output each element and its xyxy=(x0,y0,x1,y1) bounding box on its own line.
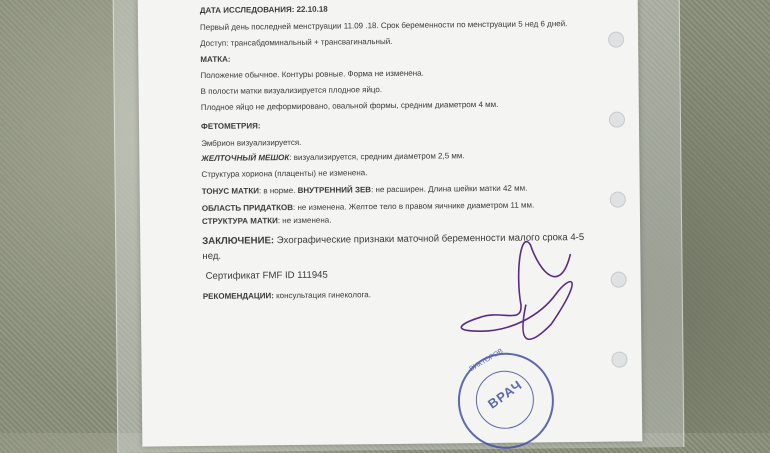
hole-icon xyxy=(610,192,626,208)
adnexa-line xyxy=(202,200,534,212)
stamp-word: ВРАЧ xyxy=(485,377,526,412)
recommend-line xyxy=(203,290,371,301)
embryo-line: Эмбрион визуализируется. xyxy=(201,137,302,148)
exam-date xyxy=(200,5,328,15)
hole-icon xyxy=(608,32,624,48)
chorion-line: Структура хориона (плаценты) не изменена. xyxy=(201,168,368,179)
recommend-text: консультация гинеколога. xyxy=(273,290,371,301)
uterus-cavity-line: В полости матки визуализируется плодное яйцо. xyxy=(200,85,383,96)
doctor-stamp xyxy=(457,347,554,449)
fetometry-title xyxy=(201,121,261,131)
uterus-structure-label: СТРУКТУРА МАТКИ xyxy=(201,216,278,226)
uterus-title-text: МАТКА: xyxy=(200,54,231,64)
yolk-label: ЖЕЛТОЧНЫЙ МЕШОК xyxy=(201,153,290,163)
conclusion-label: ЗАКЛЮЧЕНИЕ: xyxy=(202,235,275,247)
document-page xyxy=(138,0,643,447)
binder-holes xyxy=(608,0,635,442)
fetometry-title-text: ФЕТОМЕТРИЯ: xyxy=(200,121,261,131)
adnexa-label: ОБЛАСТЬ ПРИДАТКОВ xyxy=(201,203,294,213)
ovum-line: Плодное яйцо не деформировано, овальной формы, средним диаметром 4 мм. xyxy=(200,99,499,112)
yolk-text: : визуализируется, средним диаметром 2,5 мм. xyxy=(289,151,465,163)
exam-date-label: ДАТА ИССЛЕДОВАНИЯ: xyxy=(199,4,295,15)
menstruation-line: Первый день последней менструации 11.09 .18. Срок беременности по менструации 5 нед 6 дней. xyxy=(199,19,568,32)
os-text: : не расширен. Длина шейки матки 42 мм. xyxy=(371,183,528,195)
access-line: Доступ: трансабдоминальный + трансвагинальный. xyxy=(200,36,393,48)
certificate-line: Сертификат FMF ID 111945 xyxy=(205,269,328,282)
tone-label: ТОНУС МАТКИ xyxy=(201,186,259,196)
uterus-position-line: Положение обычное. Контуры ровные. Форма не изменена. xyxy=(200,68,424,80)
hole-icon xyxy=(609,112,625,128)
os-label: ВНУТРЕННИЙ ЗЕВ xyxy=(297,185,372,195)
adnexa-text: : не изменена. Желтое тело в правом яичнике диаметром 11 мм. xyxy=(292,200,535,213)
tone-line xyxy=(202,184,528,196)
uterus-structure-text: : не изменена. xyxy=(277,215,332,226)
recommend-label: РЕКОМЕНДАЦИИ: xyxy=(202,291,274,301)
signature-icon xyxy=(420,234,601,356)
conclusion-text: Эхографические признаки маточной беременности малого срока 4-5 xyxy=(274,231,585,247)
tone-text: : в норме. xyxy=(258,185,298,196)
uterus-title xyxy=(200,55,230,64)
yolk-line xyxy=(201,151,464,163)
hole-icon xyxy=(611,352,627,368)
conclusion-continuation: нед. xyxy=(202,250,222,262)
uterus-structure-line xyxy=(202,216,331,226)
exam-date-value: 22.10.18 xyxy=(296,4,328,14)
stamp-ring-text: ВИКТОРОВ xyxy=(468,347,505,374)
hole-icon xyxy=(611,272,627,288)
